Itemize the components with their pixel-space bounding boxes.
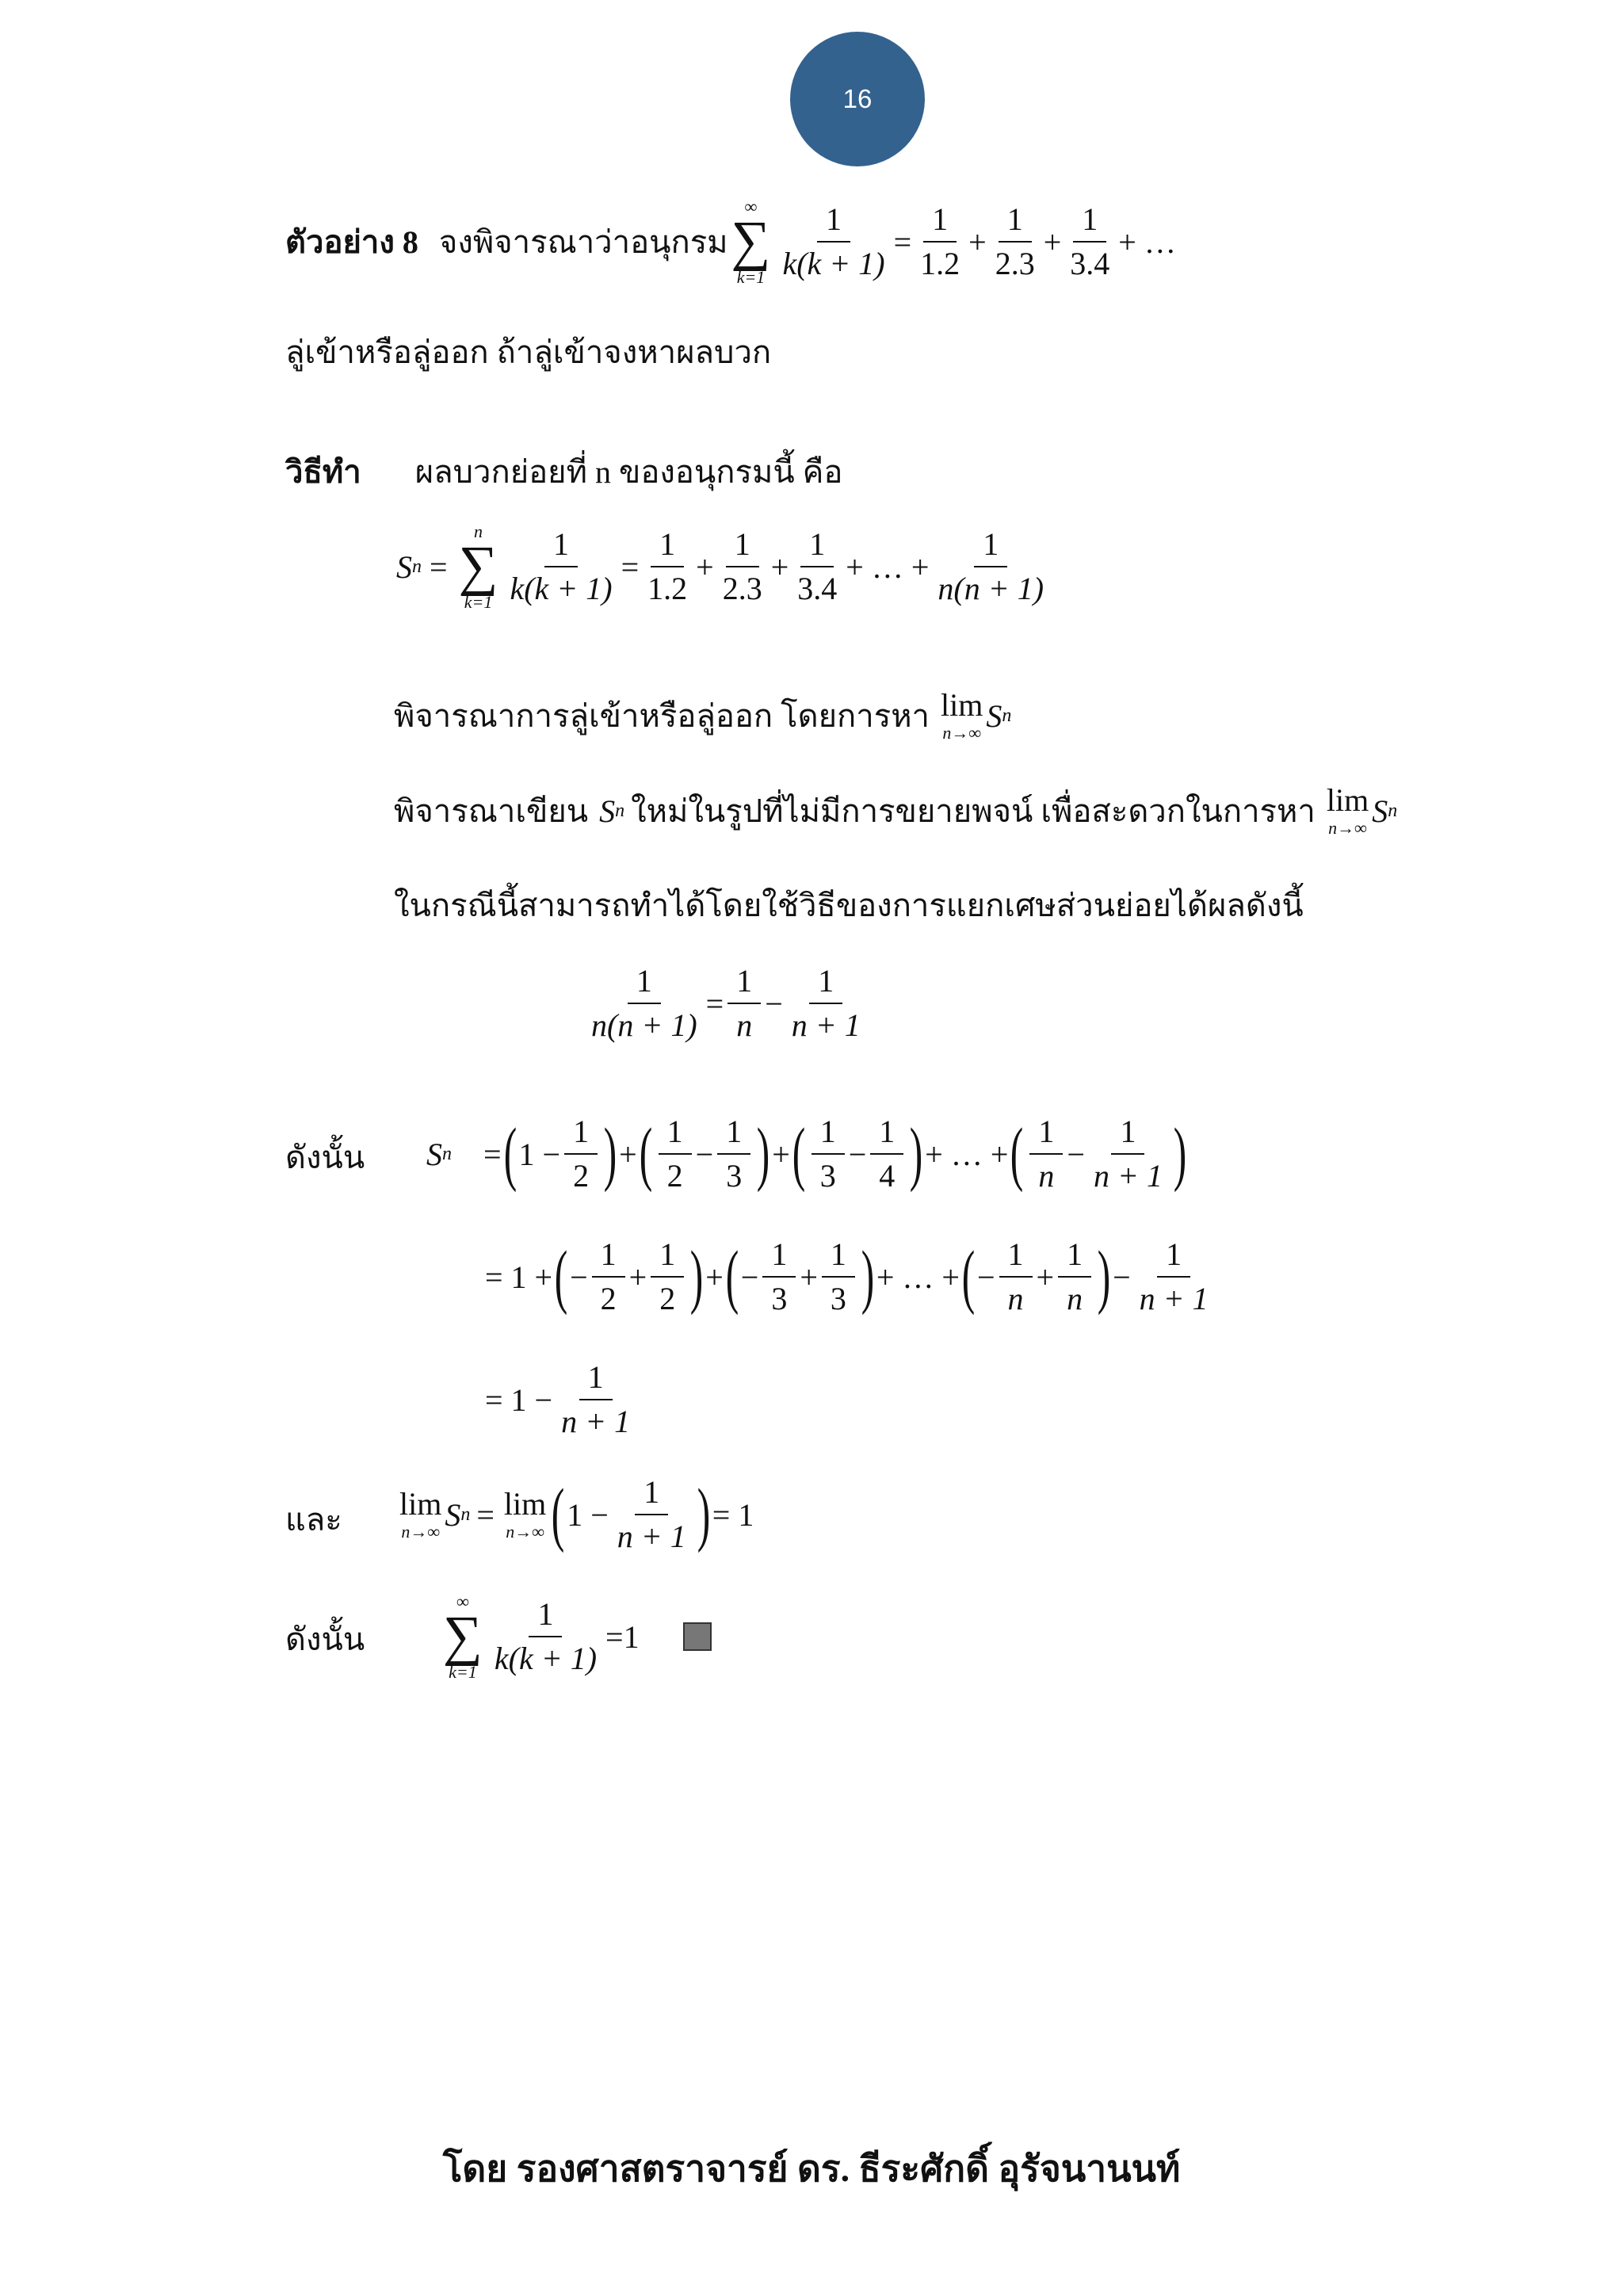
example-prompt: จงพิจารณาว่าอนุกรม	[438, 224, 728, 261]
solution-label-line	[285, 446, 842, 497]
telescoping-line-1: S n = ( 1 − $\frac{1}{2}$ ) + ( $\frac{1}{2}$ − $\frac{1}{3}$ ) + ( $\frac{1}{3}$ − $\frac{1}{4}$ ) + … + ( $\frac{1}{n}$ − $\frac{1}{n + 1}$ )	[426, 1114, 1187, 1194]
sum-upper-limit: ∞	[744, 197, 758, 216]
example-statement: ตัวอย่าง 8 จงพิจารณาว่าอนุกรม ∞ ∑ k=1 $\frac{1}{k(k + 1)}$ = $\frac{1}{1.2}$ + $\frac{1}{2.3}$ + $\frac{1}{3.4}$ + …	[285, 197, 1176, 287]
series-tail: + …	[1118, 223, 1176, 260]
term-3: $\frac{1}{3.4}$	[1070, 201, 1110, 282]
therefore-label-1: ดังนั้น	[285, 1140, 365, 1175]
partial-summation: n ∑ k=1	[458, 521, 498, 612]
summation-symbol: ∞ ∑ k=1	[731, 197, 771, 287]
therefore-label-2: ดังนั้น	[285, 1622, 365, 1657]
solution-intro: ผลบวกย่อยที่ n ของอนุกรมนี้ คือ	[414, 454, 843, 490]
term-2: $\frac{1}{2.3}$	[995, 201, 1035, 282]
telescoping-line-2: = 1 + ( − $\frac{1}{2}$ + $\frac{1}{2}$ ) + ( − $\frac{1}{3}$ + $\frac{1}{3}$ ) + … + ( − $\frac{1}{n}$ + $\frac{1}{n}$ ) − $\frac{1}{n + 1}$	[485, 1236, 1209, 1316]
text-rewrite-sn: พิจารณาเขียน S n ใหม่ในรูปที่ไม่มีการขยายพจน์ เพื่อสะดวกในการหา lim n→∞ S n	[394, 782, 1398, 838]
limit-equation: lim n→∞ S n = lim n→∞ ( 1 − $\frac{1}{n + 1}$ ) = 1	[399, 1474, 754, 1554]
conclusion-value: 1	[623, 1618, 640, 1655]
term-1: $\frac{1}{1.2}$	[920, 201, 960, 282]
conclusion-equation: ∞ ∑ k=1 $\frac{1}{k(k + 1)}$ = 1	[443, 1591, 640, 1682]
author-footer: โดย รองศาสตราจารย์ ดร. ธีระศักดิ์ อุรัจนานนท์	[442, 2149, 1181, 2189]
text-limit-consideration: พิจารณาการลู่เข้าหรือลู่ออก โดยการหา lim n→∞ S n	[394, 687, 1012, 743]
and-label: และ	[285, 1502, 342, 1538]
page-number-badge	[790, 32, 925, 166]
partial-fraction-equation: $\frac{1}{n(n + 1)}$ = $\frac{1}{n}$ − $\frac{1}{n + 1}$	[591, 963, 861, 1043]
series-term-fraction: $\frac{1}{k(k + 1)}$	[782, 201, 885, 282]
example-label: ตัวอย่าง 8	[285, 224, 418, 261]
sum-lower-limit: k=1	[736, 266, 766, 287]
conclusion-summation: ∞ ∑ k=1	[443, 1591, 483, 1682]
solution-label: วิธีทำ	[285, 454, 361, 490]
partial-sum-definition: S n = n ∑ k=1 $\frac{1}{k(k + 1)}$ = $\frac{1}{1.2}$ + $\frac{1}{2.3}$ + $\frac{1}{3.4}$ + … + $\frac{1}{n(n + 1)}$	[396, 521, 1044, 612]
page-number: 16	[842, 84, 873, 113]
example-question: ลู่เข้าหรือลู่ออก ถ้าลู่เข้าจงหาผลบวก	[285, 334, 772, 370]
qed-square-icon	[683, 1622, 712, 1651]
telescoping-line-3: = 1 − $\frac{1}{n + 1}$	[485, 1359, 631, 1439]
text-partial-fractions: ในกรณีนี้สามารถทำได้โดยใช้วิธีของการแยกเศษส่วนย่อยได้ผลดังนี้	[394, 888, 1304, 923]
